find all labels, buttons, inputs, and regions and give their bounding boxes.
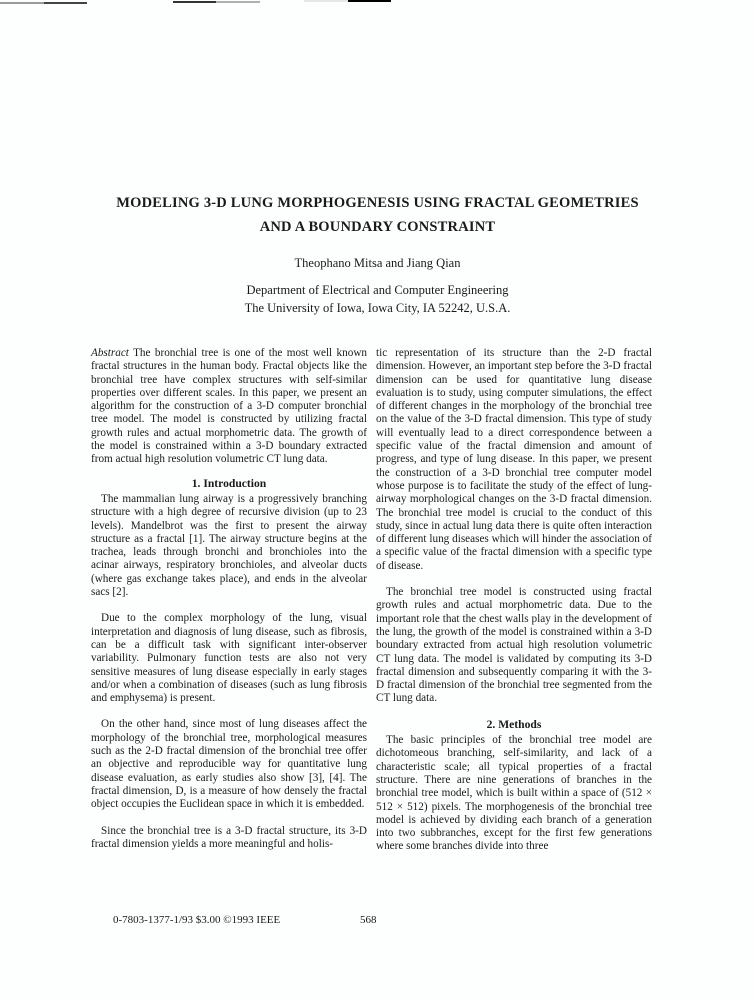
abstract-label: Abstract (91, 347, 129, 359)
scan-artifact-bar (348, 0, 391, 2)
paper-title-line-2: AND A BOUNDARY CONSTRAINT (259, 219, 496, 235)
affiliation-department: Department of Electrical and Computer Engineering (246, 283, 509, 297)
left-column (91, 347, 367, 851)
paragraph: The basic principles of the bronchial tree model are dichotomeous branching, self-similarity, and lack of a characteristic scale; all typical properties of a fractal structure. There are nine generations of branches in the bronchial tree model, which is built within a space of (512 × 512 × 512) pixels. The morphogenesis of the bronchial tree model is achieved by dividing each branch of a generation into two subbranches, except for the first few generations where some branches divide into three (376, 734, 652, 853)
abstract (91, 347, 367, 467)
scan-artifact-bar (216, 1, 260, 3)
paragraph: The bronchial tree model is constructed using fractal growth rules and actual morphometric data. Due to the important role that the chest walls play in the development of the lung, the growth of the model is constrained within a 3-D boundary extracted from actual high resolution volumetric CT lung data. The model is validated by computing its 3-D fractal dimension and subsequently comparing it with the 3-D fractal dimension of the bronchial tree segmented from the CT lung data. (376, 586, 652, 705)
scan-artifact-bar (44, 2, 87, 4)
affiliation-university: The University of Iowa, Iowa City, IA 52242, U.S.A. (244, 301, 511, 315)
section-heading-introduction: 1. Introduction (191, 476, 267, 490)
section-heading-methods: 2. Methods (486, 717, 542, 731)
right-column (376, 347, 652, 854)
copyright-notice: 0-7803-1377-1/93 $3.00 ©1993 IEEE (113, 914, 281, 926)
page-number: 568 (360, 914, 377, 926)
paragraph: On the other hand, since most of lung diseases affect the morphology of the bronchial tree, morphological measures such as the 2-D fractal dimension of the bronchial tree offer an objective and reproducible way for quantitative lung disease evaluation, as early studies also show [3], [4]. The fractal dimension, D, is a measure of how densely the fractal object occupies the Euclidean space in which it is embedded. (91, 718, 367, 811)
paragraph: Due to the complex morphology of the lung, visual interpretation and diagnosis of lung disease, such as fibrosis, can be a difficult task with significant inter-observer variability. Pulmonary function tests are also not very sensitive measures of lung disease especially in early stages and/or when a combination of diseases (such as lung fibrosis and emphysema) is present. (91, 612, 367, 705)
scan-artifact-bar (173, 1, 216, 3)
paragraph: tic representation of its structure than the 2-D fractal dimension. However, an important step before the 3-D fractal dimension can be used for quantitative lung disease evaluation is to study, using computer simulations, the effect of different changes in the morphology of the bronchial tree on the value of the 3-D fractal dimension. This type of study will eventually lead to a direct correspondence between a specific value of the fractal dimension and amount of progress, and type of lung disease. In this paper, we present the construction of a 3-D bronchial tree computer model whose purpose is to facilitate the study of the effect of lung-airway morphological changes on the 3-D fractal dimension. The bronchial tree model is crucial to the conduct of this study, since in actual lung data there is quite often interaction of different lung diseases which will hinder the association of a specific value of the fractal dimension with a specific type of disease. (376, 347, 652, 572)
authors: Theophano Mitsa and Jiang Qian (294, 256, 461, 270)
scan-artifact-bar (0, 2, 44, 4)
abstract-text: The bronchial tree is one of the most well known fractal structures in the human body. Fractal objects like the bronchial tree have complex structures with self-similar properties over different scales. In this paper, we present an algorithm for the construction of a 3-D computer bronchial tree model. The model is constructed by utilizing fractal growth rules and actual morphometric data. The growth of the model is constrained within a 3-D boundary extracted from actual high resolution volumetric CT lung data. (91, 347, 367, 466)
paragraph: The mammalian lung airway is a progressively branching structure with a high degree of recursive division (up to 23 levels). Mandelbrot was the first to present the airway structure as a fractal [1]. The airway structure begins at the trachea, leads through bronchi and bronchioles into the acinar airways, respiratory bronchioles, and alveolar ducts (where gas exchange takes place), and ends in the alveolar sacs [2]. (91, 492, 367, 599)
paragraph: Since the bronchial tree is a 3-D fractal structure, its 3-D fractal dimension yields a more meaningful and holis- (91, 824, 367, 850)
paper-title-line-1: MODELING 3-D LUNG MORPHOGENESIS USING FRACTAL GEOMETRIES (116, 195, 639, 211)
scan-artifact-bar (304, 0, 348, 2)
